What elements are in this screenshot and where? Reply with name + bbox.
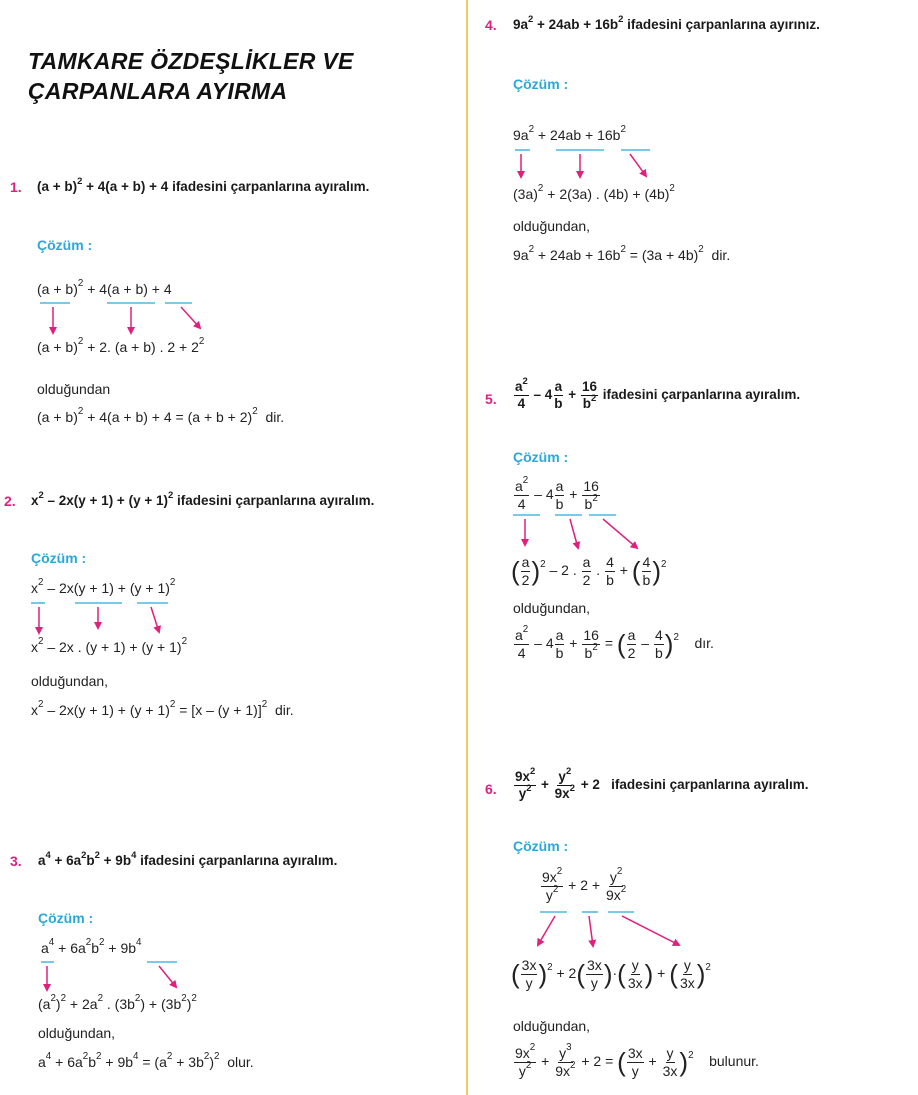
- problem-4-number: 4.: [485, 17, 497, 33]
- problem-4-question: $9a^2 + 24ab + 16b^2$ ifadesini çarpanlarına ayırınız.: [513, 13, 820, 32]
- problem-3-result: $a^4 + 6a^2b^2 + 9b^4 = (a^2 + 3b^2)^2$ olur.: [38, 1051, 254, 1070]
- problem-3-expanded: $(a^2)^2 + 2a^2$ . $(3b^2) + (3b^2)^2$: [38, 993, 197, 1012]
- problem-5-since: olduğundan,: [513, 600, 591, 616]
- problem-6-solution-label: Çözüm :: [513, 838, 569, 854]
- problem-4-expression: $9a^2 + 24ab + 16b^2$: [513, 124, 626, 143]
- problem-1-since: olduğundan: [37, 381, 111, 397]
- problem-2-end: dir.: [274, 702, 294, 718]
- problem-3-expression: $a^4 + 6a^2b^2 + 9b^4$: [41, 937, 142, 956]
- problem-4-result: $9a^2 + 24ab + 16b^2 = (3a + 4b)^2$ dir.: [513, 244, 731, 263]
- problem-6-suffix: ifadesini çarpanlarına ayıralım.: [611, 777, 809, 793]
- problem-1-suffix: ifadesini çarpanlarına ayıralım.: [172, 179, 370, 194]
- problem-3-solution-label: Çözüm :: [38, 910, 94, 926]
- problem-3-end: olur.: [227, 1054, 254, 1070]
- problem-6-end: bulunur.: [709, 1052, 759, 1069]
- problem-1-number: 1.: [10, 179, 22, 195]
- problem-4-end: dir.: [711, 247, 731, 263]
- problem-4-suffix: ifadesini çarpanlarına ayırınız.: [627, 17, 820, 32]
- title-line-1: TAMKARE ÖZDEŞLİKLER VE: [28, 48, 354, 74]
- problem-1-question: $(a + b)^2 + 4(a + b) + 4$ ifadesini çarpanlarına ayıralım.: [37, 175, 370, 194]
- problem-2-expression: $x^2 - 2x(y + 1) + (y + 1)^2$: [31, 577, 176, 596]
- problem-6-number: 6.: [485, 781, 497, 797]
- problem-2-expanded: $x^2 - 2x$ . $(y + 1) + (y + 1)^2$: [31, 636, 188, 655]
- problem-1-result: $(a + b)^2 + 4(a + b) + 4 = (a + b + 2)^2$ dir.: [37, 406, 285, 425]
- problem-5-end: dır.: [694, 634, 714, 651]
- pink-arrows: [39, 154, 679, 990]
- problem-6-result: $\frac{9x^2}{y^2}$ + $\frac{y^3}{9x^2}$ + 2 = ( $\frac{3x}{y}$ + $\frac{y}{3x}$ )$^2$ bulunur.: [515, 1042, 759, 1079]
- problem-5-expression: $\frac{a^2}{4}$ – 4 $\frac{a}{b}$ + $\frac{16}{b^2}$: [515, 475, 599, 512]
- problem-1-solution-label: Çözüm :: [37, 237, 93, 253]
- problem-5-suffix: ifadesini çarpanlarına ayıralım.: [602, 387, 801, 403]
- problem-6-expanded: ( $\frac{3x}{y}$ )$^2$ + 2( $\frac{3x}{y}$ )·( $\frac{y}{3x}$ ) + ( $\frac{y}{3x}$ )$^2$: [511, 957, 711, 991]
- problem-1-expression: $(a + b)^2 + 4(a + b) + 4$: [37, 278, 172, 297]
- problem-2-since: olduğundan,: [31, 673, 109, 689]
- problem-2-suffix: ifadesini çarpanlarına ayıralım.: [176, 493, 375, 508]
- problem-5-expanded: ( $\frac{a}{2}$ )$^2$ – 2 . $\frac{a}{2}$ . $\frac{4}{b}$ + ( $\frac{4}{b}$ )$^2$: [511, 554, 667, 588]
- problem-2-solution-label: Çözüm :: [31, 550, 87, 566]
- problem-6-since: olduğundan,: [513, 1018, 591, 1034]
- problem-5-result: $\frac{a^2}{4}$ – 4 $\frac{a}{b}$ + $\frac{16}{b^2}$ = ( $\frac{a}{2}$ – $\frac{4}{b}$ )$^2$ dır.: [515, 624, 714, 661]
- problem-4-expanded: $(3a)^2 + 2(3a)$ . $(4b) + (4b)^2$: [513, 183, 675, 202]
- underlines: [31, 150, 650, 962]
- problem-2-result: $x^2 - 2x(y + 1) + (y + 1)^2 = [x - (y + 1)]^2$ dir.: [31, 699, 294, 718]
- problem-3-since: olduğundan,: [38, 1025, 116, 1041]
- problem-5-solution-label: Çözüm :: [513, 449, 569, 465]
- problem-4-since: olduğundan,: [513, 218, 591, 234]
- problem-2-number: 2.: [4, 493, 16, 509]
- problem-1-end: dir.: [265, 409, 285, 425]
- problem-4-solution-label: Çözüm :: [513, 76, 569, 92]
- problem-3-suffix: ifadesini çarpanlarına ayıralım.: [140, 853, 338, 868]
- problem-3-question: $a^4 + 6a^2b^2 + 9b^4$ ifadesini çarpanlarına ayıralım.: [38, 849, 338, 868]
- problem-3-number: 3.: [10, 853, 22, 869]
- problem-1-expanded: $(a + b)^2 + 2$. (a + b) . $2 + 2^2$: [37, 336, 205, 355]
- title-line-2: ÇARPANLARA AYIRMA: [28, 78, 288, 104]
- problem-5-number: 5.: [485, 391, 497, 407]
- problem-2-question: $x^2 - 2x(y + 1) + (y + 1)^2$ ifadesini çarpanlarına ayıralım.: [31, 489, 375, 508]
- problem-5-question: $\frac{a^2}{4}$ – 4 $\frac{a}{b}$ + $\frac{16}{b^2}$ ifadesini çarpanlarına ayıralım.: [515, 375, 801, 412]
- problem-6-question: $\frac{9x^2}{y^2}$ + $\frac{y^2}{9x^2}$ + 2 ifadesini çarpanlarına ayıralım.: [515, 765, 809, 802]
- problem-6-expression: $\frac{9x^2}{y^2}$ + 2 + $\frac{y^2}{9x^2}$: [542, 866, 627, 903]
